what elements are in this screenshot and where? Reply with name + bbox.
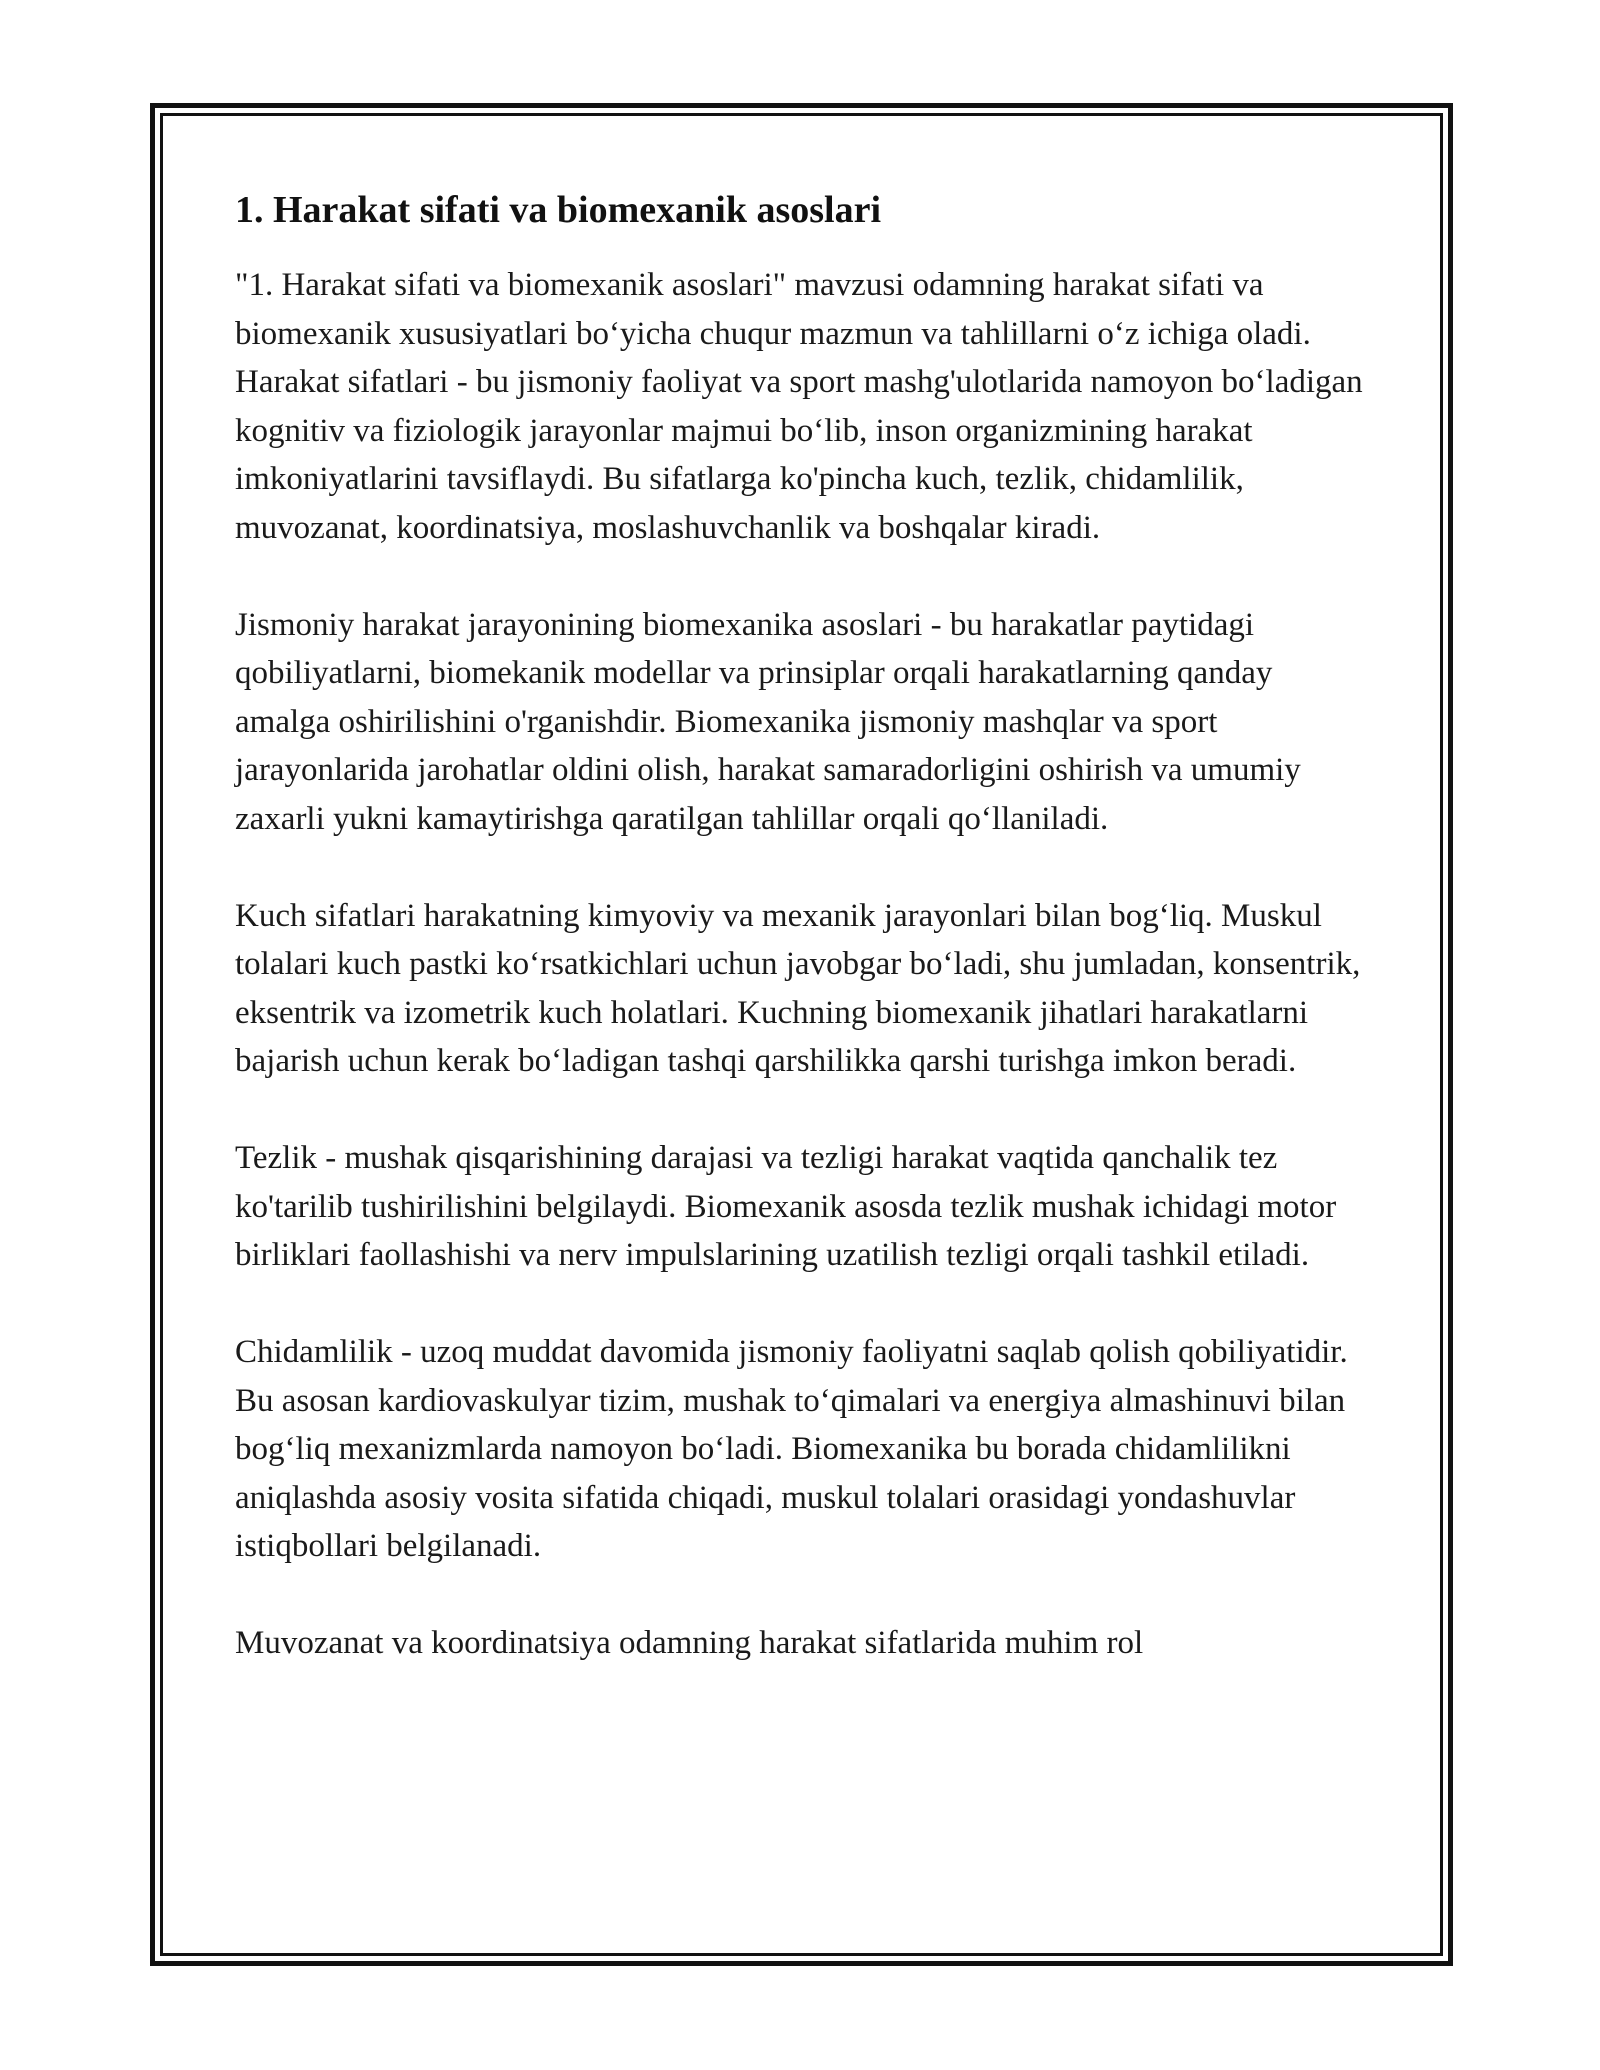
paragraph-strength: Kuch sifatlari harakatning kimyoviy va mexanik jarayonlari bilan bog‘liq. Muskul tolalari kuch pastki ko‘rsatkichlari uchun javobgar bo‘ladi, shu jumladan, konsentrik, eksentrik va izometrik kuch holatlari. Kuchning biomexanik jihatlari harakatlarni bajarish uchun kerak bo‘ladigan tashqi qarshilikka qarshi turishga imkon beradi.: [235, 897, 1361, 1079]
paragraph-speed: Tezlik - mushak qisqarishining darajasi va tezligi harakat vaqtida qanchalik tez ko'tarilib tushirilishini belgilaydi. Biomexanik asosda tezlik mushak ichidagi motor birliklari faollashishi va nerv impulslarining uzatilish tezligi orqali tashkil etiladi.: [235, 1140, 1337, 1273]
paragraph-balance: Muvozanat va koordinatsiya odamning harakat sifatlarida muhim rol: [235, 1625, 1144, 1661]
document-title: 1. Harakat sifati va biomexanik asoslari: [235, 189, 882, 231]
document-body: [235, 185, 1365, 1668]
paragraph-biomechanics: Jismoniy harakat jarayonining biomexanika asoslari - bu harakatlar paytidagi qobiliyatlarni, biomekanik modellar va prinsiplar orqali harakatlarning qanday amalga oshirilishini o'rganishdir. Biomexanika jismoniy mashqlar va sport jarayonlarida jarohatlar oldini olish, harakat samaradorligini oshirish va umumiy zaxarli yukni kamaytirishga qaratilgan tahlillar orqali qo‘llaniladi.: [235, 606, 1301, 837]
paragraph-endurance: Chidamlilik - uzoq muddat davomida jismoniy faoliyatni saqlab qolish qobiliyatidir. Bu asosan kardiovaskulyar tizim, mushak to‘qimalari va energiya almashinuvi bilan bog‘liq mexanizmlarda namoyon bo‘ladi. Biomexanika bu borada chidamlilikni aniqlashda asosiy vosita sifatida chiqadi, muskul tolalari orasidagi yondashuvlar istiqbollari belgilanadi.: [235, 1334, 1348, 1564]
paragraph-intro: "1. Harakat sifati va biomexanik asoslari" mavzusi odamning harakat sifati va biomexanik xususiyatlari bo‘yicha chuqur mazmun va tahlillarni o‘z ichiga oladi. Harakat sifatlari - bu jismoniy faoliyat va sport mashg'ulotlarida namoyon bo‘ladigan kognitiv va fiziologik jarayonlar majmui bo‘lib, inson organizmining harakat imkoniyatlarini tavsiflaydi. Bu sifatlarga ko'pincha kuch, tezlik, chidamlilik, muvozanat, koordinatsiya, moslashuvchanlik va boshqalar kiradi.: [235, 267, 1363, 546]
